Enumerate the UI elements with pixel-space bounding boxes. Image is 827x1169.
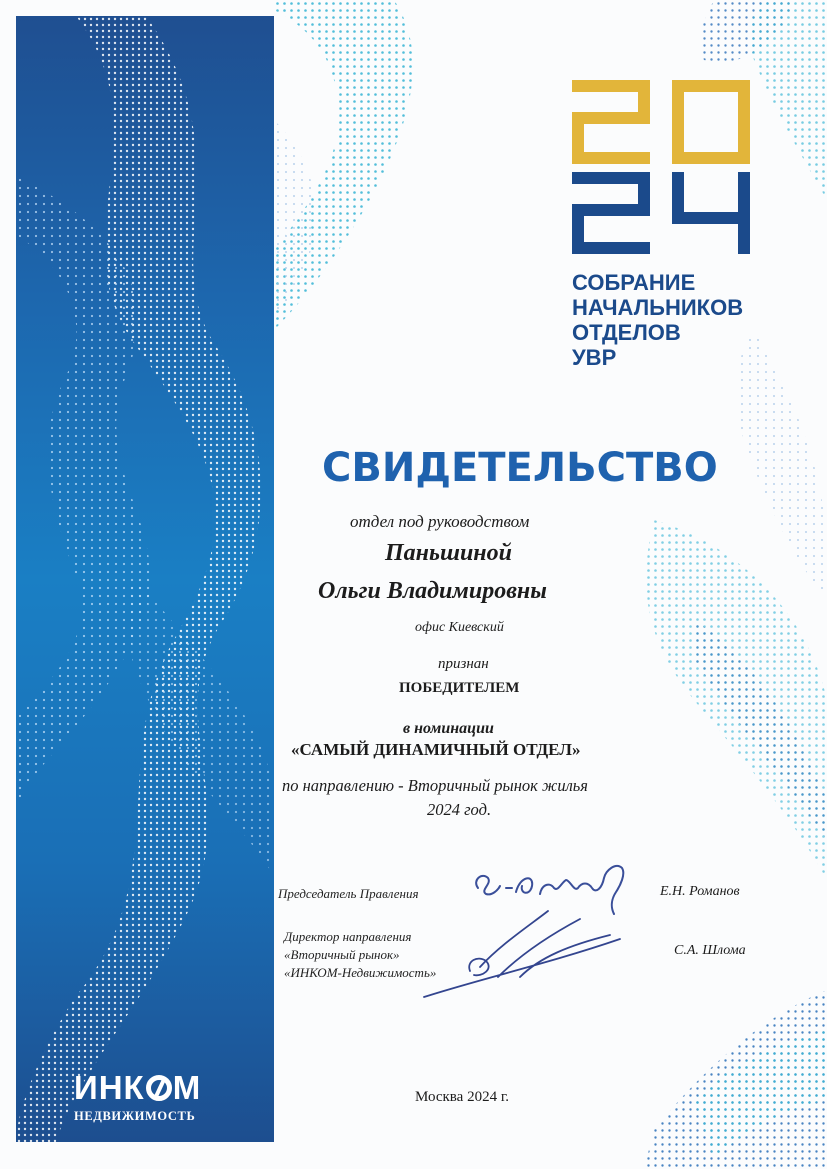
year-2024-logo: [572, 72, 762, 260]
place-date: Москва 2024 г.: [415, 1089, 510, 1105]
signatory-1-name: Е.Н. Романов: [660, 884, 740, 899]
signatory-1-role: Председатель Правления: [278, 886, 419, 901]
left-decorative-panel: [16, 16, 274, 1142]
signatory-2-role-line-3: «ИНКОМ-Недвижимость»: [284, 965, 437, 980]
inkom-logo: [74, 1071, 201, 1124]
brand-name-right: М: [172, 1069, 202, 1106]
event-title: [572, 270, 743, 370]
recipient-surname: Паньшиной: [385, 540, 512, 566]
status-text: ПОБЕДИТЕЛЕМ: [399, 680, 520, 696]
signatory-2-role: [284, 928, 436, 982]
dotted-wave-pattern: [16, 16, 274, 1142]
nomination-intro: в номинации: [403, 720, 494, 737]
recipient-name: Ольги Владимировны: [318, 578, 547, 604]
event-title-line-4: УВР: [572, 345, 617, 370]
signatory-2-name: С.А. Шлома: [674, 943, 746, 958]
recognized-text: признан: [438, 656, 489, 672]
brand-subtitle: НЕДВИЖИМОСТЬ: [74, 1109, 196, 1123]
office-text: офис Киевский: [415, 620, 504, 635]
intro-text: отдел под руководством: [350, 512, 530, 531]
inkom-logo-icon: [146, 1075, 172, 1101]
brand-name-left: ИНК: [74, 1069, 145, 1106]
year-text: 2024 год.: [427, 800, 492, 819]
event-title-line-3: ОТДЕЛОВ: [572, 320, 681, 345]
direction-text: по направлению - Вторичный рынок жилья: [282, 776, 588, 795]
event-title-line-1: СОБРАНИЕ: [572, 270, 696, 295]
svg-text:20: 20: [572, 72, 573, 73]
signatory-2-role-line-1: Директор направления: [284, 929, 412, 944]
signatory-2-role-line-2: «Вторичный рынок»: [284, 947, 400, 962]
nomination-title: «САМЫЙ ДИНАМИЧНЫЙ ОТДЕЛ»: [291, 740, 581, 759]
certificate-title: СВИДЕТЕЛЬСТВО: [322, 445, 718, 491]
signature-shloma: [420, 905, 630, 1005]
event-title-line-2: НАЧАЛЬНИКОВ: [572, 295, 744, 320]
